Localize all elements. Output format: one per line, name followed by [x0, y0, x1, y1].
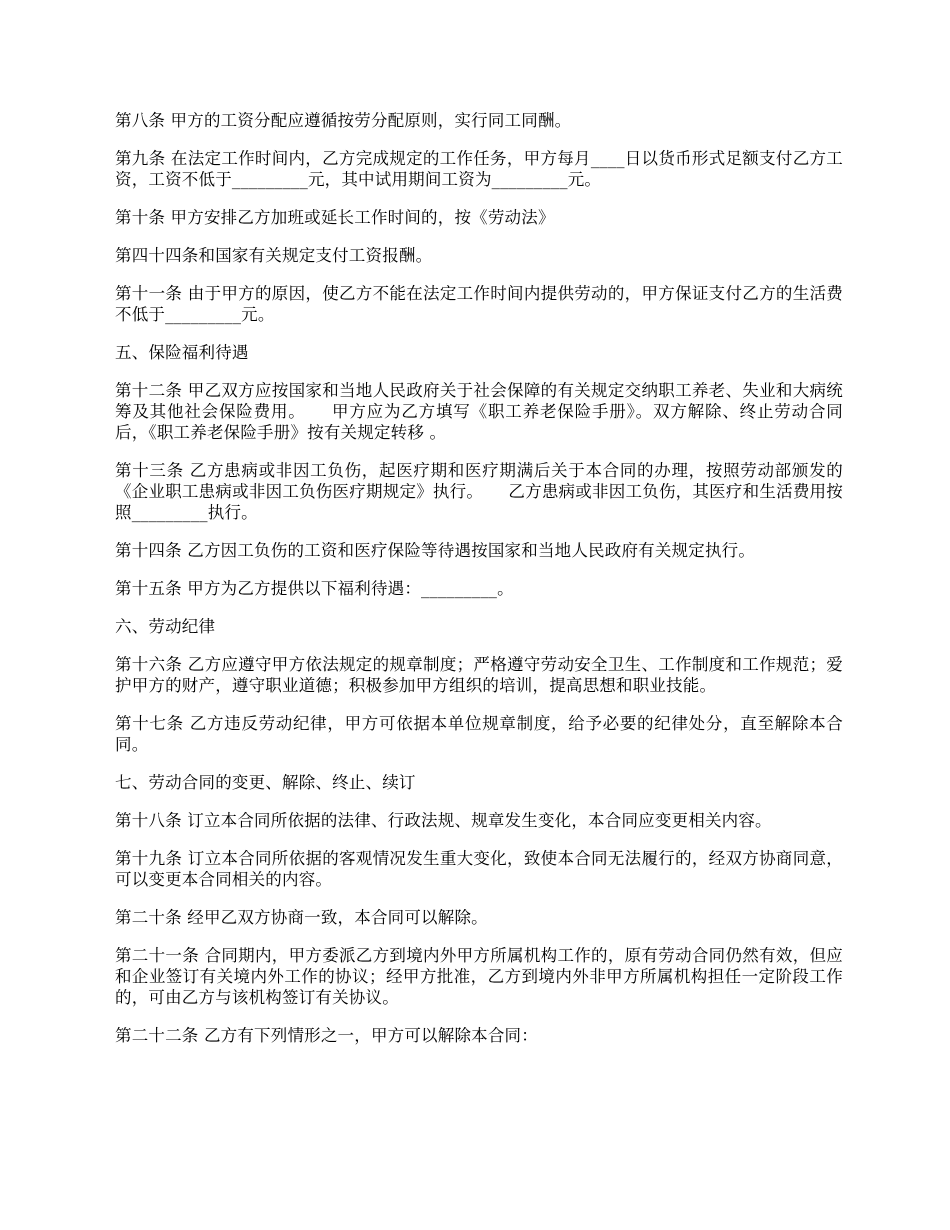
document-page: [115, 110, 843, 1063]
section-6-heading: 六、劳动纪律: [115, 617, 216, 636]
article-19-paragraph: 第十九条 订立本合同所依据的客观情况发生重大变化，致使本合同无法履行的，经双方协商同意，可以变更本合同相关的内容。: [115, 849, 843, 889]
article-22-paragraph: 第二十二条 乙方有下列情形之一，甲方可以解除本合同：: [115, 1026, 538, 1045]
article-20-paragraph: 第二十条 经甲乙双方协商一致，本合同可以解除。: [115, 908, 488, 927]
article-15-paragraph: 第十五条 甲方为乙方提供以下福利待遇：_________。: [115, 579, 514, 598]
article-18-paragraph: 第十八条 订立本合同所依据的法律、行政法规、规章发生变化，本合同应变更相关内容。: [115, 811, 772, 830]
article-17-paragraph: 第十七条 乙方违反劳动纪律，甲方可依据本单位规章制度，给予必要的纪律处分，直至解除本合同。: [115, 714, 843, 754]
article-8-paragraph: 第八条 甲方的工资分配应遵循按劳分配原则，实行同工同酬。: [115, 111, 572, 130]
article-12-paragraph: 第十二条 甲乙双方应按国家和当地人民政府关于社会保障的有关规定交纳职工养老、失业和大病统筹及其他社会保险费用。 甲方应为乙方填写《职工养老保险手册》。双方解除、终止劳动合同后，《职工养老保险手册》按有关规定转移 。: [115, 381, 843, 442]
article-10-paragraph: 第十条 甲方安排乙方加班或延长工作时间的，按《劳动法》: [115, 208, 555, 227]
article-21-paragraph: 第二十一条 合同期内，甲方委派乙方到境内外甲方所属机构工作的，原有劳动合同仍然有效，但应和企业签订有关境内外工作的协议；经甲方批准，乙方到境内外非甲方所属机构担任一定阶段工作的，可由乙方与该机构签订有关协议。: [115, 946, 843, 1007]
article-11-paragraph: 第十一条 由于甲方的原因，使乙方不能在法定工作时间内提供劳动的，甲方保证支付乙方的生活费不低于_________元。: [115, 284, 843, 324]
article-16-paragraph: 第十六条 乙方应遵守甲方依法规定的规章制度；严格遵守劳动安全卫生、工作制度和工作规范；爱护甲方的财产，遵守职业道德；积极参加甲方组织的培训，提高思想和职业技能。: [115, 655, 843, 695]
section-7-heading: 七、劳动合同的变更、解除、终止、续订: [115, 773, 416, 792]
article-10-continuation-paragraph: 第四十四条和国家有关规定支付工资报酬。: [115, 246, 433, 265]
article-9-paragraph: 第九条 在法定工作时间内，乙方完成规定的工作任务，甲方每月____日以货币形式足额支付乙方工资，工资不低于_________元，其中试用期间工资为_________元。: [115, 149, 843, 189]
section-5-heading: 五、保险福利待遇: [115, 343, 249, 362]
article-14-paragraph: 第十四条 乙方因工负伤的工资和医疗保险等待遇按国家和当地人民政府有关规定执行。: [115, 541, 756, 560]
article-13-paragraph: 第十三条 乙方患病或非因工负伤，起医疗期和医疗期满后关于本合同的办理，按照劳动部颁发的《企业职工患病或非因工负伤医疗期规定》执行。 乙方患病或非因工负伤，其医疗和生活费用按照_________执行。: [115, 461, 843, 522]
